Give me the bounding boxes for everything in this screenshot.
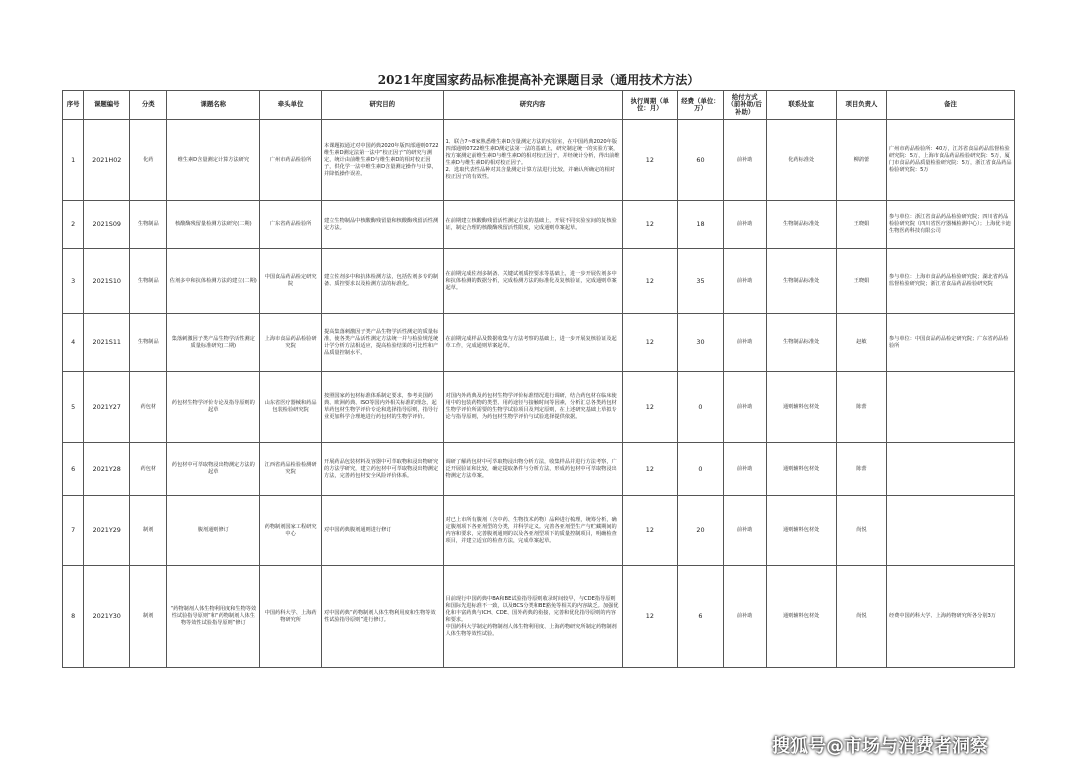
cell-category: 生物制品 [130,249,167,314]
cell-lead: 药物制剂国家工程研究中心 [260,496,322,566]
cell-leader: 柳鸽蕾 [836,120,886,201]
cell-office: 通则辅料包材处 [766,496,836,566]
project-table [62,90,1015,668]
cell-category: 化药 [130,120,167,201]
cell-purpose: 对中国药典“药物制剂人体生物利用度和生物等效性试验指导原则”进行修订。 [322,566,444,668]
cell-no: 4 [63,314,84,372]
cell-office: 通则辅料包材处 [766,566,836,668]
cell-content: 对已上市所有腹剂（含中药、生物技术药物）品种进行梳理，统筹分析，确定腹剂项下各亚剂型的分类，并科学定义。完善各亚剂型生产与贮藏期间的内容和要求，完善腹剂通则的以及各亚剂型项下的质量控制项目，明确检查项目，并建立适宜的检查方法，完成草案起草。 [445,516,617,544]
cell-funding: 20 [678,496,724,566]
cell-name: 腹剂通则修订 [167,496,260,566]
header-code: 课题编号 [84,91,130,120]
cell-remark [886,372,1014,443]
cell-leader: 王晓娟 [836,249,886,314]
cell-remark: 参与单位：浙江省食品药品检验研究院；四川省药品检验研究院（四川省医疗器械检测中心）；上海优卡迪生物医药科技有限公司 [886,201,1014,249]
cell-funding: 35 [678,249,724,314]
cell-category: 生物制品 [130,314,167,372]
cell-content: 在前期建立核酸酶残留活性测定方法的基础上，开展不同实验室间的复核验证，制定合理的核酸酶残留活性限度，完成通则草案起草。 [445,217,617,231]
cell-code: 2021Y30 [84,566,130,668]
cell-leader: 尚悦 [836,566,886,668]
header-no: 序号 [63,91,84,120]
header-leader: 项目负责人 [836,91,886,120]
document-title: 2021年度国家药品标准提高补充课题目录（通用技术方法） [377,73,700,87]
cell-period: 12 [622,496,677,566]
cell-payment: 前补助 [723,372,766,443]
cell-leader: 赵敏 [836,314,886,372]
table-row [63,201,1015,249]
cell-remark [886,443,1014,496]
cell-payment: 前补助 [723,120,766,201]
cell-remark: 参与单位：上海市食品药品检验研究院；湖北省药品监督检验研究院；浙江省食品药品检验研究院 [886,249,1014,314]
cell-leader: 陈蕾 [836,372,886,443]
cell-purpose: 建立生物制品中核酸酶残留量和核酸酶残留活性测定方法。 [322,201,444,249]
cell-no: 7 [63,496,84,566]
cell-funding: 6 [678,566,724,668]
cell-code: 2021S11 [84,314,130,372]
cell-name: 佐剂多中和抗体检测方法的建立(二期) [167,249,260,314]
cell-office: 通则辅料包材处 [766,443,836,496]
cell-purpose: 提高集落刺激因子类产品生物学活性测定的质量标准，使各类产品活性测定方法统一并与检验规范统计学分析方法相适应，提高检验结果的可比性和产品质量控制水平。 [322,314,444,372]
table-row [63,496,1015,566]
table-row [63,372,1015,443]
header-category: 分类 [130,91,167,120]
cell-content: 在前期完成佐剂多制备、关键试剂质控要求等基础上，进一步开展佐剂多中和抗体检测的数据分析，完成检测方法的标准化及复核验证，完成通则草案起草。 [445,270,617,291]
cell-content: 目前现行中国药典中BA和BE试验指导原则收录时间较早，与CDE指导原则和国际先进标准不一致，以及BCS分类和BE豁免等相关的内容缺乏。加强优化和丰富药典与ICH、CDE、国外药典的衔接，完善和优化指导原则的内容和要求。 中国药科大学制定药物制剂人体生物利用度、上海药物研究所制定药物制剂人体生物等效性试验。 [445,595,619,637]
header-name: 课题名称 [167,91,260,120]
cell-name: 集落刺激因子类产品生物学活性测定质量标准研究(二期) [167,314,260,372]
cell-no: 6 [63,443,84,496]
cell-lead: 广东省药品检验所 [260,201,322,249]
cell-no: 2 [63,201,84,249]
header-purpose: 研究目的 [322,91,444,120]
cell-purpose: 按照国家药包材标准体系制定要求，参考美国药典、欧洲药典、ISO等国内外相关标准的理念，起草药包材生物学评价专论和选择指导原则，指导行业更加科学合理地进行药包材的生物学评价。 [322,372,444,443]
cell-lead: 中国食品药品检定研究院 [260,249,322,314]
cell-code: 2021S10 [84,249,130,314]
cell-office: 生物制品标准处 [766,201,836,249]
cell-period: 12 [622,201,677,249]
cell-content: 调研了解药包材中可萃取物浸出物分析方法，收集样品并进行方法考察，广泛开展验证和比较，确定提取条件与分析方法，形成药包材中可萃取物浸出物测定方法草案。 [445,458,617,479]
cell-period: 12 [622,372,677,443]
header-remark: 备注 [886,91,1014,120]
cell-remark: 参与单位：中国食品药品检定研究院；广东省药品检验所 [886,314,1014,372]
cell-funding: 0 [678,372,724,443]
table-header-row [63,91,1015,120]
document-sheet [62,72,1015,668]
cell-category: 药包材 [130,443,167,496]
cell-content: 对国内外药典及药包材生物学评价标准情况进行调研，结合药包材在临床使用中的包装药物的类型、用药途径与接触时间等因素，分析汇总各类药包材生物学评价所需要的生物学试验项目及判定原则，在上述研究基础上草拟专论与指导原则，为药包材生物学评价与试验选择提供依据。 [445,393,617,420]
cell-leader: 王晓娟 [836,201,886,249]
cell-purpose: 对中国药典腹剂通则进行修订 [322,496,444,566]
cell-code: 2021Y28 [84,443,130,496]
cell-office: 生物制品标准处 [766,314,836,372]
cell-lead: 广州市药品检验所 [260,120,322,201]
cell-funding: 30 [678,314,724,372]
cell-category: 制剂 [130,496,167,566]
header-content: 研究内容 [443,91,622,120]
cell-remark [886,496,1014,566]
cell-lead: 山东省医疗器械和药品包装检验研究院 [260,372,322,443]
cell-leader: 尚悦 [836,496,886,566]
cell-funding: 0 [678,443,724,496]
cell-lead: 江西省药品检验检测研究院 [260,443,322,496]
cell-funding: 18 [678,201,724,249]
table-row [63,314,1015,372]
cell-remark: 经费中国药科大学、上海药物研究所各分别3万 [886,566,1014,668]
cell-remark: 广州市药品检验所：40万，江苏省食品药品监督检验研究院：5万，上海市食品药品检验研究院：5万，厦门市食品药品质量检验研究院：5万，浙江省食品药品检验研究院：5万 [886,120,1014,201]
cell-period: 12 [622,120,677,201]
cell-period: 12 [622,314,677,372]
header-office: 联系处室 [766,91,836,120]
table-row [63,249,1015,314]
header-funding: 经费（单位：万） [678,91,724,120]
table-row [63,120,1015,201]
cell-code: 2021H02 [84,120,130,201]
cell-payment: 前补助 [723,201,766,249]
watermark-text: 搜狐号@市场与消费者洞察 [772,736,988,757]
cell-payment: 前补助 [723,566,766,668]
cell-name: 维生素D含量测定计算方法研究 [167,120,260,201]
cell-no: 1 [63,120,84,201]
cell-no: 3 [63,249,84,314]
cell-payment: 前补助 [723,496,766,566]
cell-purpose: 建立佐剂多中和抗体检测方法，包括佐剂多专的制备、质控要求以及检测方法的标准化。 [322,249,444,314]
cell-content: 在前期完成样品及数据收集与方法考察的基础上，进一步开展复核验证及起草工作，完成通则草案起草。 [445,335,617,349]
cell-no: 5 [63,372,84,443]
cell-name: 核酸酶残留量检测方法研究(二期) [167,201,260,249]
cell-office: 生物制品标准处 [766,249,836,314]
cell-name: 药包材生物学评价专论及指导原则的起草 [167,372,260,443]
cell-content: 1．联合7~8家熟悉维生素D含量测定方法的实验室，在中国药典2020年版四部通则0722维生素D测定法第一法的基础上，研究制定统一的实验方案，按方案测定前维生素D与维生素D的相对校正因子，并经统计分析，得出前维生素D与维生素D的相对校正因子。 2．选取代表性品种对其含量测定计算方法进行比较，并确认所确定的相对校正因子的有效性。 [445,139,620,180]
cell-code: 2021Y29 [84,496,130,566]
cell-code: 2021Y27 [84,372,130,443]
cell-payment: 前补助 [723,443,766,496]
cell-category: 生物制品 [130,201,167,249]
header-payment: 给付方式（前补助/后补助） [723,91,766,120]
table-row [63,566,1015,668]
cell-funding: 60 [678,120,724,201]
cell-payment: 前补助 [723,314,766,372]
cell-leader: 陈蕾 [836,443,886,496]
header-period: 执行周期（单位：月） [622,91,677,120]
cell-lead: 上海市食品药品检验研究院 [260,314,322,372]
table-row [63,443,1015,496]
cell-category: 制剂 [130,566,167,668]
header-lead: 牵头单位 [260,91,322,120]
cell-period: 12 [622,249,677,314]
cell-category: 药包材 [130,372,167,443]
cell-payment: 前补助 [723,249,766,314]
cell-name: 药包材中可萃取物浸出物测定方法的起草 [167,443,260,496]
cell-purpose: 本课题拟通过对中国药典2020年版四部通则0722维生素D测定法第一法中“校正因子”的研究与测定，统计由前维生素D与维生素D的相对校正因子，供化学一法中维生素D含量测定操作与计算，并降低操作误差。 [322,120,444,201]
cell-code: 2021S09 [84,201,130,249]
cell-period: 12 [622,566,677,668]
cell-office: 化药标准处 [766,120,836,201]
cell-no: 8 [63,566,84,668]
cell-name: “药物制剂人体生物利用度和生物等效性试验指导原则”和“药物制剂人体生物等效性试验指导原则”修订 [167,566,260,668]
cell-purpose: 开展药品包装材料及容器中可萃取物和浸出物研究的方法学研究，建立药包材中可萃取物浸出物测定方法，完善药包材安全风险评价体系。 [322,443,444,496]
cell-lead: 中国药科大学、上海药物研究所 [260,566,322,668]
cell-period: 12 [622,443,677,496]
cell-office: 通则辅料包材处 [766,372,836,443]
